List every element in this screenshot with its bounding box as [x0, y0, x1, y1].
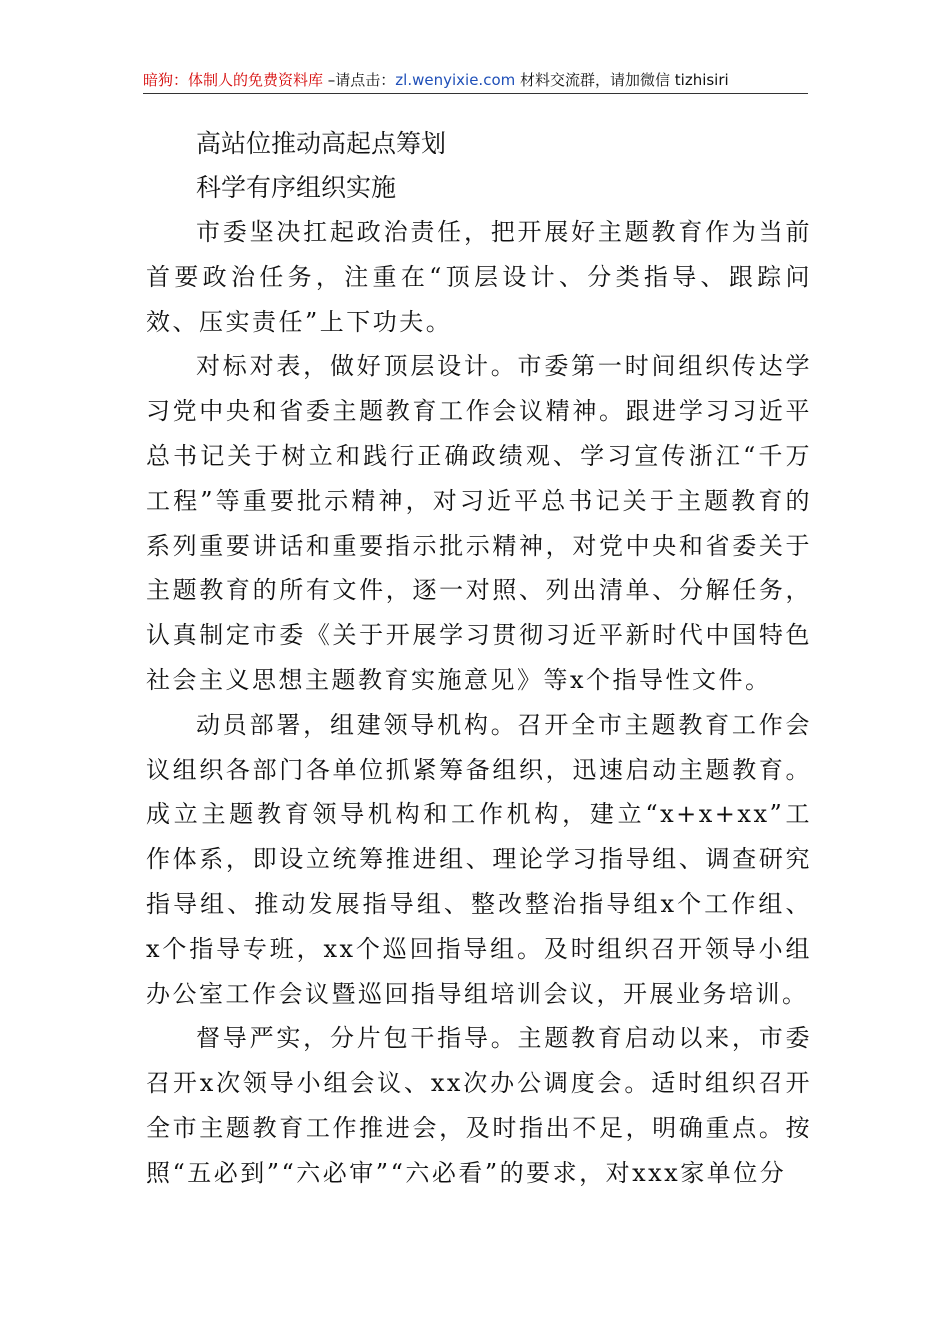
body-paragraph: 动员部署，组建领导机构。召开全市主题教育工作会议组织各部门各单位抓紧筹备组织，迅速启动主题教育。成立主题教育领导机构和工作机构，建立“x+x+xx”工作体系，即设立统筹推进组、理论学习指导组、调查研究指导组、推动发展指导组、整改整治指导组x个工作组、x个指导专班，xx个巡回指导组。及时组织召开领导小组办公室工作会议暨巡回指导组培训会议，开展业务培训。: [146, 710, 812, 1008]
page-header: [143, 68, 808, 92]
body-paragraph: 市委坚决扛起政治责任，把开展好主题教育作为当前首要政治任务，注重在“顶层设计、分类指导、跟踪问效、压实责任”上下功夫。: [146, 218, 812, 336]
header-prompt-text: –请点击：: [323, 71, 396, 89]
body-paragraph: 对标对表，做好顶层设计。市委第一时间组织传达学习党中央和省委主题教育工作会议精神。跟进学习习近平总书记关于树立和践行正确政绩观、学习宣传浙江“千万工程”等重要批示精神，对习近平总书记关于主题教育的系列重要讲话和重要指示批示精神，对党中央和省委关于主题教育的所有文件，逐一对照、列出清单、分解任务，认真制定市委《关于开展学习贯彻习近平新时代中国特色社会主义思想主题教育实施意见》等x个指导性文件。: [146, 352, 812, 694]
header-brand-text: 暗狗：体制人的免费资料库: [143, 71, 324, 89]
document-body: [146, 122, 812, 1196]
header-wechat-text: 材料交流群，请加微信 tizhisiri: [515, 71, 729, 89]
header-divider: [143, 93, 808, 94]
header-site-link[interactable]: zl.wenyixie.com: [395, 71, 516, 89]
document-subtitle: 科学有序组织实施: [196, 173, 397, 202]
document-title: 高站位推动高起点筹划: [196, 129, 447, 158]
body-paragraph: 督导严实，分片包干指导。主题教育启动以来，市委召开x次领导小组会议、xx次办公调度会。适时组织召开全市主题教育工作推进会，及时指出不足，明确重点。按照“五必到”“六必审”“六必看”的要求，对xxx家单位分: [146, 1024, 812, 1187]
